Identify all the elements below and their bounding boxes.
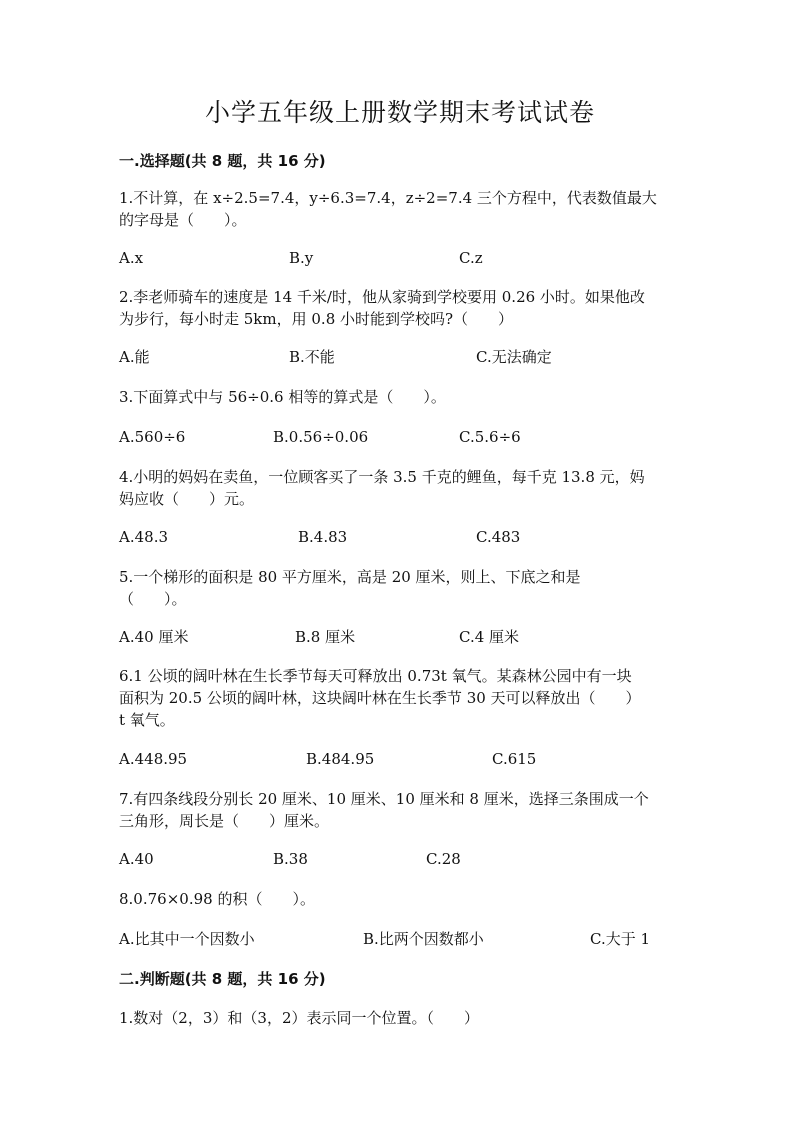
options-row-7	[0, 848, 800, 870]
question-text-line: 5.一个梯形的面积是 80 平方厘米，高是 20 厘米，则上、下底之和是	[119, 568, 581, 586]
option-b: B.484.95	[306, 750, 375, 768]
question-text-line: 1.数对（2，3）和（3，2）表示同一个位置。（ ）	[119, 1009, 479, 1027]
option-b: B.38	[273, 850, 308, 868]
question-text-line: t 氧气。	[119, 711, 175, 729]
question-text-line: 的字母是（ ）。	[119, 211, 247, 229]
question-text-line: （ ）。	[119, 590, 187, 608]
option-a: A.40	[119, 850, 154, 868]
question-4	[119, 466, 689, 510]
option-a: A.能	[119, 348, 150, 366]
option-a: A.448.95	[119, 750, 188, 768]
section-heading-judge: 二.判断题(共 8 题，共 16 分)	[119, 970, 326, 988]
options-row-2	[0, 346, 800, 368]
options-row-5	[0, 626, 800, 648]
option-c: C.4 厘米	[459, 628, 520, 646]
question-text-line: 面积为 20.5 公顷的阔叶林，这块阔叶林在生长季节 30 天可以释放出（ ）	[119, 689, 641, 707]
question-text-line: 2.李老师骑车的速度是 14 千米/时，他从家骑到学校要用 0.26 小时。如果他改	[119, 288, 645, 306]
question-text-line: 为步行，每小时走 5km，用 0.8 小时能到学校吗?（ ）	[119, 310, 514, 328]
judge-question-1	[119, 1007, 689, 1029]
question-1	[119, 187, 689, 231]
question-5	[119, 566, 689, 610]
page-title: 小学五年级上册数学期末考试试卷	[204, 98, 595, 127]
question-6	[119, 665, 689, 731]
option-c: C.28	[426, 850, 461, 868]
option-b: B.8 厘米	[295, 628, 356, 646]
option-c: C.615	[492, 750, 537, 768]
option-a: A.560÷6	[119, 428, 186, 446]
question-text-line: 妈应收（ ）元。	[119, 490, 255, 508]
option-a: A.48.3	[119, 528, 168, 546]
option-b: B.0.56÷0.06	[273, 428, 369, 446]
option-c: C.5.6÷6	[459, 428, 521, 446]
question-7	[119, 788, 689, 832]
question-text-line: 8.0.76×0.98 的积（ ）。	[119, 890, 315, 908]
option-b: B.不能	[289, 348, 335, 366]
section-heading-choice: 一.选择题(共 8 题，共 16 分)	[119, 152, 326, 170]
option-a: A.x	[119, 249, 144, 267]
option-a: A.比其中一个因数小	[119, 930, 255, 948]
options-row-1	[0, 247, 800, 269]
question-text-line: 三角形，周长是（ ）厘米。	[119, 812, 330, 830]
question-text-line: 1.不计算，在 x÷2.5=7.4，y÷6.3=7.4，z÷2=7.4 三个方程中，代表数值最大	[119, 189, 657, 207]
options-row-4	[0, 526, 800, 548]
option-a: A.40 厘米	[119, 628, 189, 646]
option-c: C.z	[459, 249, 483, 267]
options-row-8	[0, 928, 800, 950]
question-text-line: 4.小明的妈妈在卖鱼，一位顾客买了一条 3.5 千克的鲤鱼，每千克 13.8 元，妈	[119, 468, 645, 486]
question-text-line: 7.有四条线段分别长 20 厘米、10 厘米、10 厘米和 8 厘米，选择三条围成一个	[119, 790, 649, 808]
question-text-line: 3.下面算式中与 56÷0.6 相等的算式是（ ）。	[119, 388, 446, 406]
question-3	[119, 386, 689, 408]
option-c: C.483	[476, 528, 521, 546]
options-row-6	[0, 748, 800, 770]
option-b: B.4.83	[298, 528, 348, 546]
option-c: C.大于 1	[590, 930, 651, 948]
question-text-line: 6.1 公顷的阔叶林在生长季节每天可释放出 0.73t 氧气。某森林公园中有一块	[119, 667, 632, 685]
options-row-3	[0, 426, 800, 448]
option-c: C.无法确定	[476, 348, 552, 366]
question-2	[119, 286, 689, 330]
option-b: B.比两个因数都小	[363, 930, 484, 948]
option-b: B.y	[289, 249, 314, 267]
question-8	[119, 888, 689, 910]
